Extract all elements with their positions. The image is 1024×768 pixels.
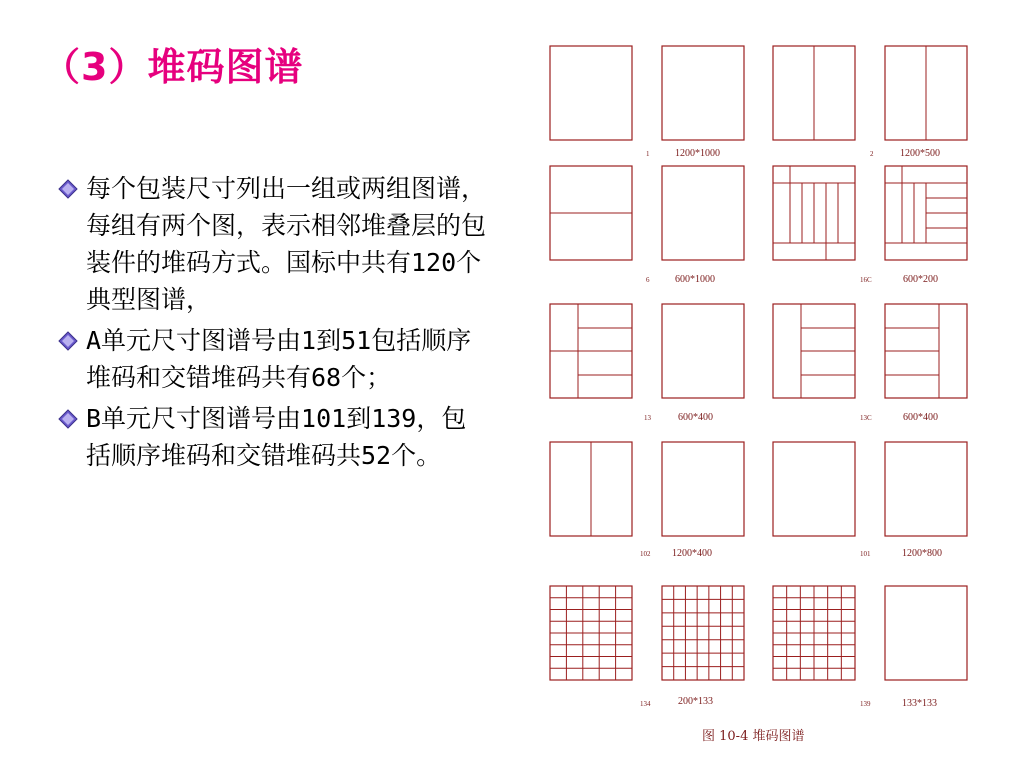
pattern-code: 101 bbox=[860, 550, 871, 558]
pattern-tile bbox=[885, 586, 967, 680]
pattern-size: 1200*800 bbox=[902, 548, 942, 559]
pattern-size: 133*133 bbox=[902, 698, 937, 709]
pattern-tile bbox=[773, 46, 855, 140]
bullet-text: B单元尺寸图谱号由101到139，包括顺序堆码和交错堆码共52个。 bbox=[86, 404, 467, 470]
pattern-tile bbox=[550, 166, 632, 260]
pattern-tile bbox=[773, 586, 855, 680]
pattern-tile bbox=[662, 46, 744, 140]
pattern-tile bbox=[550, 46, 632, 140]
pattern-tile bbox=[773, 442, 855, 536]
pattern-size: 1200*500 bbox=[900, 148, 940, 159]
pattern-code: 2 bbox=[870, 150, 874, 158]
pattern-diagram bbox=[540, 38, 1000, 758]
figure-caption: 图 10-4 堆码图谱 bbox=[702, 729, 805, 744]
pattern-code: 6 bbox=[646, 276, 650, 284]
pattern-size: 600*400 bbox=[903, 412, 938, 423]
pattern-tile bbox=[662, 166, 744, 260]
pattern-tile bbox=[550, 304, 632, 398]
diamond-bullet-icon bbox=[58, 331, 78, 351]
pattern-tile bbox=[773, 304, 855, 398]
diamond-bullet-icon bbox=[58, 179, 78, 199]
slide-title: （3）堆码图谱 bbox=[42, 45, 304, 89]
pattern-tile bbox=[550, 586, 632, 680]
pattern-tile bbox=[885, 46, 967, 140]
pattern-code: 102 bbox=[640, 550, 651, 558]
pattern-code: 134 bbox=[640, 700, 651, 708]
bullet-text: A单元尺寸图谱号由1到51包括顺序堆码和交错堆码共有68个； bbox=[86, 326, 472, 392]
pattern-tile bbox=[662, 586, 744, 680]
pattern-code: 13C bbox=[860, 414, 872, 422]
pattern-size: 600*1000 bbox=[675, 274, 715, 285]
stacking-pattern-figure bbox=[540, 38, 1000, 758]
pattern-tile bbox=[550, 442, 632, 536]
bullet-text: 每个包装尺寸列出一组或两组图谱，每组有两个图，表示相邻堆叠层的包装件的堆码方式。国标中共有120个典型图谱， bbox=[86, 174, 487, 314]
pattern-code: 16C bbox=[860, 276, 872, 284]
pattern-size: 600*400 bbox=[678, 412, 713, 423]
bullet-item bbox=[58, 322, 488, 396]
pattern-tile bbox=[885, 304, 967, 398]
pattern-code: 1 bbox=[646, 150, 650, 158]
pattern-size: 200*133 bbox=[678, 696, 713, 707]
bullet-list bbox=[58, 170, 488, 478]
pattern-code: 139 bbox=[860, 700, 871, 708]
bullet-item bbox=[58, 400, 488, 474]
bullet-item bbox=[58, 170, 488, 318]
pattern-tile bbox=[773, 166, 855, 260]
pattern-size: 1200*400 bbox=[672, 548, 712, 559]
pattern-code: 13 bbox=[644, 414, 651, 422]
pattern-size: 1200*1000 bbox=[675, 148, 720, 159]
pattern-size: 600*200 bbox=[903, 274, 938, 285]
pattern-tile bbox=[885, 166, 967, 260]
pattern-tile bbox=[662, 304, 744, 398]
pattern-tile bbox=[662, 442, 744, 536]
diamond-bullet-icon bbox=[58, 409, 78, 429]
pattern-tile bbox=[885, 442, 967, 536]
